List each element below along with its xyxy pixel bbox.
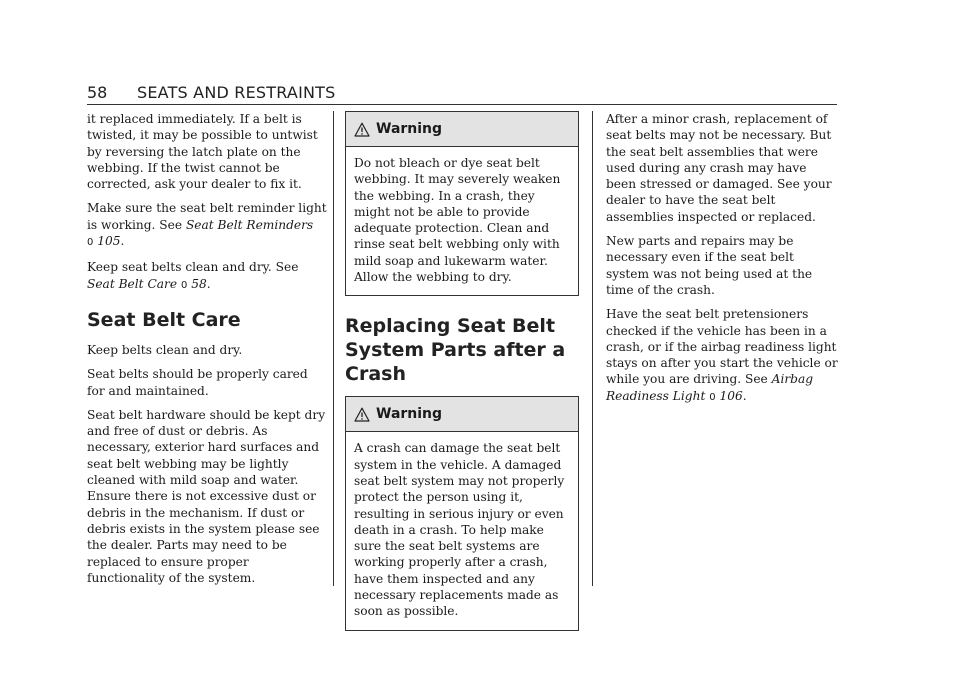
page-ref-arrow-icon: 0 bbox=[709, 391, 716, 403]
paragraph: New parts and repairs may be necessary even if the seat belt system was not being used at the time of the crash. bbox=[606, 234, 813, 297]
warning-title: Warning bbox=[376, 406, 443, 423]
section-heading: Seat Belt Care bbox=[87, 308, 241, 331]
page-number: 58 bbox=[87, 83, 108, 102]
warning-triangle-icon bbox=[354, 407, 370, 422]
airbag-readiness-light-link[interactable]: Airbag Readiness Light bbox=[606, 372, 814, 403]
paragraph: Seat belts should be properly cared for and maintained. bbox=[87, 367, 308, 398]
warning-body bbox=[346, 432, 578, 629]
column-divider bbox=[592, 111, 593, 586]
warning-title: Warning bbox=[376, 120, 443, 137]
warning-text: Do not bleach or dye seat belt webbing. It may severely weaken the webbing. In a crash, they might not be able to provide adequate protection. Clean and rinse seat belt webbing only with mild soap and lukewarm water. Allow the webbing to dry. bbox=[354, 156, 561, 285]
section-title: SEATS AND RESTRAINTS bbox=[137, 83, 336, 102]
page-ref[interactable]: 106 bbox=[719, 388, 743, 403]
seat-belt-care-link[interactable]: Seat Belt Care bbox=[87, 276, 178, 291]
paragraph: Seat belt hardware should be kept dry and free of dust or debris. As necessary, exterior hard surfaces and seat belt webbing may be lightly cleaned with mild soap and water. Ensure there is not excessive dust or debris in the mechanism. If dust or debris exists in the system please see the dealer. Parts may need to be replaced to ensure proper functionality of the system. bbox=[87, 407, 326, 585]
page-ref[interactable]: 105 bbox=[97, 234, 121, 249]
paragraph: After a minor crash, replacement of seat belts may not be necessary. But the seat belt assemblies that were used during any crash may have been stressed or damaged. See your dealer to have the seat belt assemblies inspected or replaced. bbox=[606, 112, 832, 224]
warning-text: A crash can damage the seat belt system in the vehicle. A damaged seat belt system may not properly protect the person using it, resulting in serious injury or even death in a crash. To help make sure the seat belt systems are working properly after a crash, have them inspected and any necessary replacements made as soon as possible. bbox=[354, 441, 565, 619]
warning-box bbox=[345, 396, 579, 630]
warning-triangle-icon bbox=[354, 122, 370, 137]
page-ref-arrow-icon: 0 bbox=[180, 279, 188, 291]
page-ref[interactable]: 58 bbox=[191, 276, 207, 291]
paragraph: Keep seat belts clean and dry. See Seat Belt Care 0 58. bbox=[87, 260, 299, 291]
warning-header bbox=[346, 112, 578, 147]
section-heading: Replacing Seat Belt System Parts after a Crash bbox=[345, 315, 566, 386]
column-divider bbox=[333, 111, 334, 586]
warning-box bbox=[345, 111, 579, 296]
column-right bbox=[606, 111, 838, 414]
column-left bbox=[87, 111, 327, 594]
paragraph: Keep belts clean and dry. bbox=[87, 342, 243, 357]
paragraph: Have the seat belt pretensioners checked if the vehicle has been in a crash, or if the airbag readiness light stays on after you start the vehicle or while you are driving. See Airbag Readiness Light 0 106. bbox=[606, 307, 838, 403]
warning-body bbox=[346, 147, 578, 295]
seat-belt-reminders-link[interactable]: Seat Belt Reminders bbox=[185, 217, 314, 232]
paragraph: Make sure the seat belt reminder light is working. See Seat Belt Reminders 0 105. bbox=[87, 201, 327, 249]
column-middle bbox=[345, 111, 579, 631]
warning-header bbox=[346, 397, 578, 432]
page-ref-arrow-icon: 0 bbox=[87, 237, 94, 249]
page-header bbox=[87, 82, 837, 105]
paragraph: it replaced immediately. If a belt is twisted, it may be possible to untwist by reversing the latch plate on the webbing. If the twist cannot be corrected, ask your dealer to fix it. bbox=[87, 112, 318, 192]
